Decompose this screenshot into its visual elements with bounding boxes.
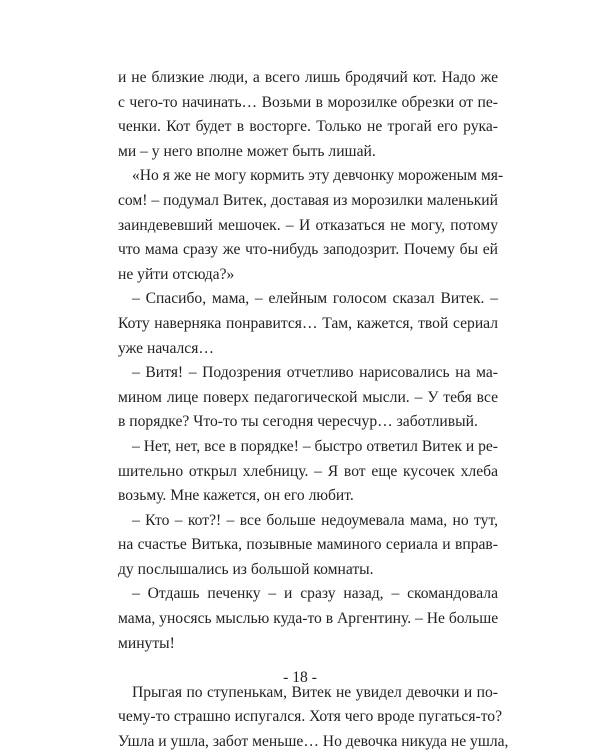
- text-line: – Спасибо, мама, – елейным голосом сказал Витек. –: [132, 290, 498, 308]
- text-line: ми – у него вполне может быть лишай.: [118, 142, 376, 160]
- text-line: – Кто – кот?! – все больше недоумевала мама, но тут,: [132, 511, 498, 529]
- text-line: на счастье Витька, позывные маминого сериала и вправ-: [118, 536, 498, 554]
- text-line: что мама сразу же что-нибудь заподозрит. Почему бы ей: [118, 241, 498, 259]
- text-line: в порядке? Что-то ты сегодня чересчур… заботливый.: [118, 413, 478, 431]
- text-line: – Отдашь печенку – и сразу назад, – скомандовала: [132, 585, 498, 603]
- text-line: и не близкие люди, а всего лишь бродячий кот. Надо же: [118, 69, 498, 86]
- text-line: Прыгая по ступенькам, Витек не увидел девочки и по-: [132, 683, 498, 701]
- text-line: мама, уносясь мыслью куда-то в Аргентину. – Не больше: [118, 610, 499, 628]
- text-line: Ушла и ушла, забот меньше… Но девочка никуда не ушла,: [118, 733, 509, 751]
- text-line: ду послышались из большой комнаты.: [118, 560, 374, 578]
- text-line: «Но я же не могу кормить эту девчонку мороженым мя-: [132, 167, 504, 185]
- text-line: заиндевевший мешочек. – И отказаться не могу, потому: [118, 216, 498, 234]
- text-block: [118, 66, 509, 755]
- text-line: чему-то страшно испугался. Хотя чего вроде пугаться-то?: [118, 708, 503, 726]
- text-line: шительно открыл хлебницу. – Я вот еще кусочек хлеба: [118, 462, 498, 480]
- text-line: – Нет, нет, все в порядке! – быстро ответил Витек и ре-: [132, 437, 498, 455]
- text-line: мином лице поверх педагогической мысли. – У тебя все: [118, 388, 498, 406]
- text-line: ченки. Кот будет в восторге. Только не трогай его рука-: [118, 118, 498, 136]
- text-line: сом! – подумал Витек, доставая из морозилки маленький: [118, 191, 498, 209]
- page-number: - 18 -: [283, 669, 317, 686]
- text-line: с чего-то начинать… Возьми в морозилке обрезки от пе-: [118, 93, 498, 111]
- text-line: Коту наверняка понравится… Там, кажется, твой сериал: [118, 314, 498, 332]
- text-line: возьму. Мне кажется, он его любит.: [118, 487, 354, 505]
- text-line: – Витя! – Подозрения отчетливо нарисовались на ма-: [132, 364, 498, 382]
- text-line: минуты!: [118, 634, 175, 652]
- text-line: не уйти отсюда?»: [118, 265, 235, 283]
- text-line: уже начался…: [118, 339, 214, 357]
